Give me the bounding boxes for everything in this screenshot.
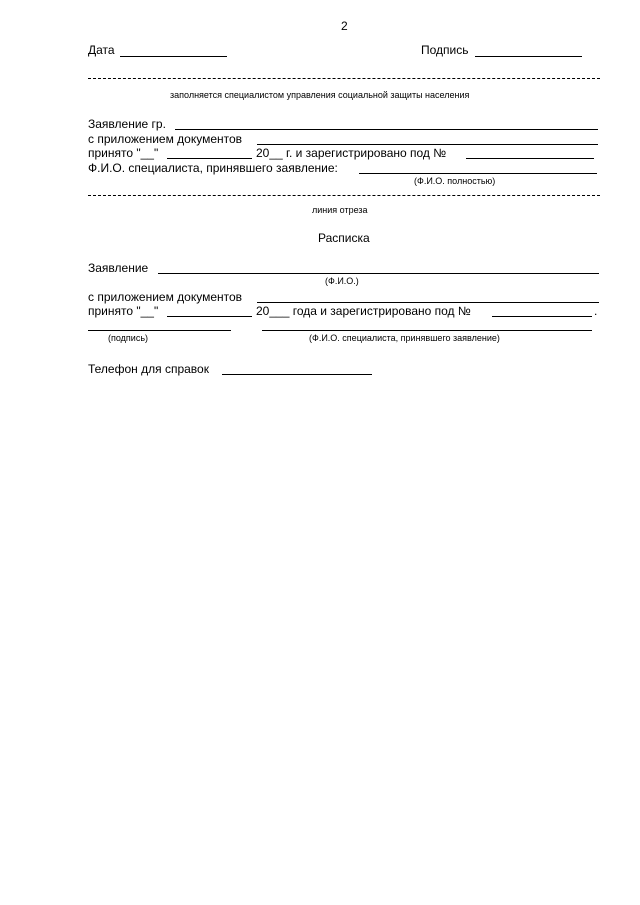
signature-field[interactable] [475, 56, 582, 57]
receipt-attachments-label: с приложением документов [88, 290, 243, 304]
receipt-specialist-field[interactable] [262, 330, 592, 331]
specialist-name-field[interactable] [359, 173, 597, 174]
cut-line [88, 195, 600, 196]
receipt-registered-label: 20___ года и зарегистрировано под № [256, 304, 471, 318]
registered-label: 20__ г. и зарегистрировано под № [256, 146, 447, 160]
registration-number-field[interactable] [466, 158, 594, 159]
receipt-accepted-month-field[interactable] [167, 316, 252, 317]
accepted-label: принято "__" [88, 146, 159, 160]
page-number: 2 [341, 19, 348, 33]
date-label: Дата [88, 43, 115, 57]
receipt-registration-number-field[interactable] [492, 316, 592, 317]
receipt-applicant-field[interactable] [158, 273, 599, 274]
application-label: Заявление гр. [88, 117, 166, 131]
cut-line-label: линия отреза [312, 205, 368, 215]
receipt-signature-field[interactable] [88, 330, 231, 331]
receipt-title: Расписка [318, 231, 370, 245]
accepted-month-field[interactable] [167, 158, 252, 159]
specialist-note: заполняется специалистом управления социальной защиты населения [170, 90, 470, 100]
phone-field[interactable] [222, 374, 372, 375]
receipt-end-dot: . [594, 304, 598, 318]
section-separator [88, 78, 600, 79]
receipt-accepted-label: принято "__" [88, 304, 159, 318]
signature-hint: (подпись) [108, 333, 149, 343]
signature-label: Подпись [421, 43, 469, 57]
attachments-field[interactable] [257, 144, 598, 145]
date-field[interactable] [120, 56, 227, 57]
phone-label: Телефон для справок [88, 362, 209, 376]
attachments-label: с приложением документов [88, 132, 243, 146]
receipt-fio-hint: (Ф.И.О.) [325, 276, 359, 286]
full-name-hint: (Ф.И.О. полностью) [414, 176, 496, 186]
applicant-name-field[interactable] [175, 129, 598, 130]
specialist-label: Ф.И.О. специалиста, принявшего заявление: [88, 161, 338, 175]
receipt-application-label: Заявление [88, 261, 149, 275]
receipt-attachments-field[interactable] [257, 302, 599, 303]
specialist-hint: (Ф.И.О. специалиста, принявшего заявление) [309, 333, 500, 343]
